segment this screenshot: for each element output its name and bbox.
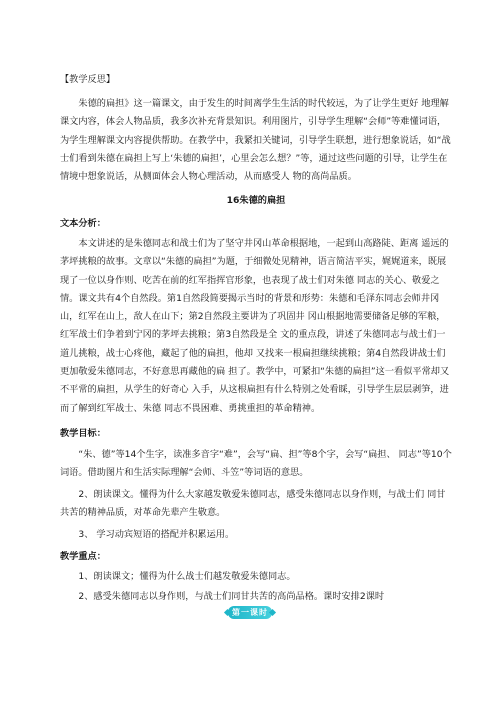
goal-item-3: 3、 学习动宾短语的搭配并积累运用。 bbox=[78, 529, 235, 540]
goals-heading: 教学目标： bbox=[60, 428, 106, 439]
text-analysis-heading: 文本分析： bbox=[60, 218, 106, 229]
goal-item-1: “朱、德”等14个生字，读准多音字“难”，会写“扁、担”等8个字，会写“扁担、 同志”等10个词语。借助图片和生活实际理解“会师、斗笠”等词语的意思。 bbox=[60, 449, 452, 479]
reflection-paragraph: 朱德的扁担》这一篇课文，由于发生的时间离学生生活的时代较远，为了让学生更好 地理解课文内容，体会人物品质，我多次补充背景知识。利用图片，引导学生理解“会师”等难懂词语，为学生理解课文内容提供帮助。在教学中，我紧扣关键词，引导学生联想，进行想象说话，如“战士们看到朱德在扁担上写上‘朱德的扁担’，心里会怎么想？”等，通过这些问题的引导，让学生在情境中想象说话，从侧面体会人物心理活动，从而感受人 物的高尚品质。 bbox=[60, 98, 451, 183]
reflection-heading: 【教学反思】 bbox=[60, 74, 116, 85]
key-points-heading: 教学重点： bbox=[60, 551, 106, 562]
text-analysis-paragraph: 本文讲述的是朱德同志和战士们为了坚守井冈山革命根据地，一起到山高路陡、距离 遥远的茅坪挑粮的故事。文章以“朱德的扁担”为题，于细微处见精神，语言简洁平实，娓娓道来，既展现了一位以身作则、吃苦在前的红军指挥官形象，也表现了战士们对朱德 同志的关心、敬爱之情。课文共有4个自然段。第1自然段简要揭示当时的背景和形势：朱德和毛泽东同志会师井冈山，红军在山上，敌人在山下；第2自然段主要讲为了巩固井 冈山根据地需要储备足够的军粮，红军战士们争着到宁冈的茅坪去挑粮；第3自然段是全 文的重点段，讲述了朱德同志与战士们一道儿挑粮，战士心疼他，藏起了他的扁担，他却 又找来一根扁担继续挑粮；第4自然段讲战士们更加敬爱朱德同志，不好意思再藏他的扁 担了。教学中，可紧扣“朱德的扁担”这一看似平常却又不平常的扁担，从学生的好奇心 入手，从这根扁担有什么特别之处看睬，引导学生层层剥笋，进而了解到红军战士、朱德 同志不畏困难、勇挑重担的革命精神。 bbox=[60, 238, 450, 414]
lesson-title: 16朱德的扁担 bbox=[226, 195, 286, 206]
goal-item-2: 2、朗读课文。懂得为什么大家越发敬爱朱德同志，感受朱德同志以身作则，与战士们 同甘共苦的精神品质，对革命先辈产生敬意。 bbox=[60, 489, 446, 519]
lesson-period-banner bbox=[228, 606, 272, 619]
lesson-period-label: 第一课时 bbox=[232, 608, 268, 617]
key-point-item-1: 1、朗读课文；懂得为什么战士们越发敬爱朱德同志。 bbox=[78, 571, 296, 582]
key-point-item-2: 2、感受朱德同志以身作则，与战士们同甘共苦的高尚品格。课时安排2课时 bbox=[78, 591, 385, 602]
